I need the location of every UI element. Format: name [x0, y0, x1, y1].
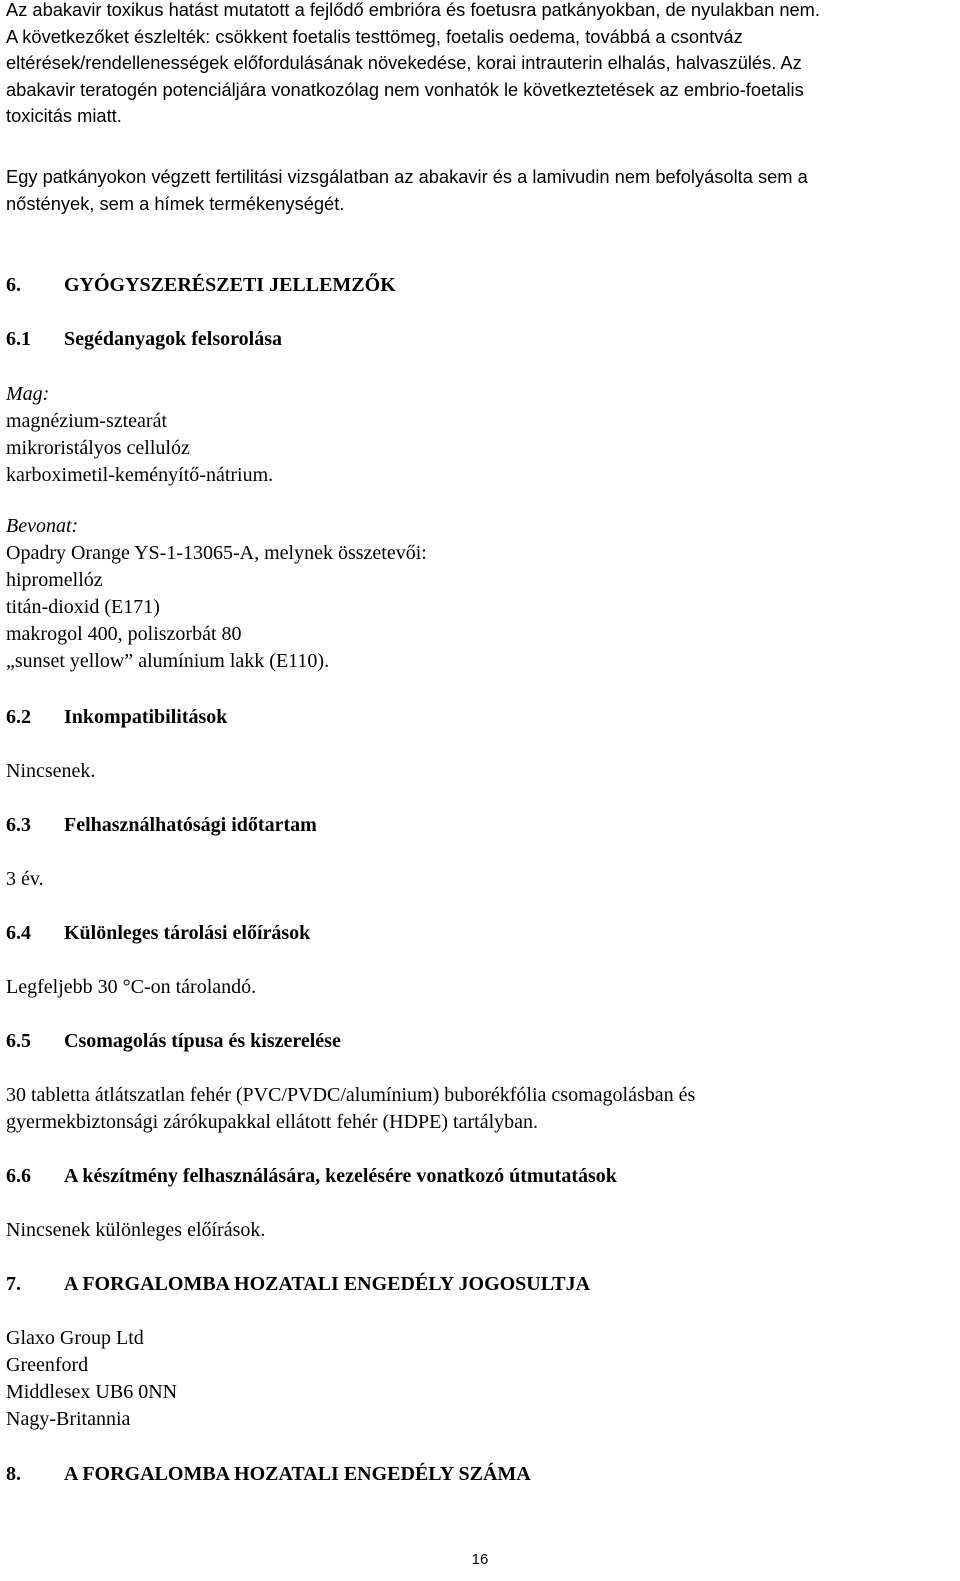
core-label: Mag: [6, 383, 50, 405]
section-number: 6.2 [6, 706, 31, 728]
section-6-6-text: Nincsenek különleges előírások. [6, 1219, 266, 1241]
section-6-5-text [6, 1082, 695, 1136]
section-number: 8. [6, 1463, 21, 1485]
excipient-item: „sunset yellow” alumínium lakk (E110). [6, 650, 330, 672]
paragraph-line: 30 tabletta átlátszatlan fehér (PVC/PVDC/alumínium) buborékfólia csomagolásban és [6, 1084, 696, 1106]
paragraph-line: abakavir teratogén potenciáljára vonatkozólag nem vonhatók le következtetések az embrio-foetalis [6, 78, 804, 100]
section-7-heading [6, 1271, 590, 1298]
section-title: GYÓGYSZERÉSZETI JELLEMZŐK [64, 274, 396, 296]
section-number: 6.5 [6, 1030, 31, 1052]
section-title: Csomagolás típusa és kiszerelése [64, 1030, 341, 1052]
section-6-3-heading [6, 812, 317, 839]
paragraph-line: A következőket észlelték: csökkent foetalis testtömeg, foetalis oedema, továbbá a csontváz [6, 25, 743, 47]
section-6-1-heading [6, 326, 282, 353]
paragraph-line: Egy patkányokon végzett fertilitási vizsgálatban az abakavir és a lamivudin nem befolyásolta sem a [6, 166, 808, 187]
section-title: Inkompatibilitások [64, 706, 228, 728]
section-6-4-heading [6, 920, 310, 947]
core-excipients [6, 381, 273, 489]
paragraph-line: gyermekbiztonsági zárókupakkal ellátott fehér (HDPE) tartályban. [6, 1111, 539, 1133]
section-6-heading [6, 272, 396, 299]
section-6-2-heading [6, 704, 227, 731]
intro-paragraph [6, 0, 820, 130]
section-6-2-text: Nincsenek. [6, 760, 96, 782]
section-6-6-heading [6, 1163, 617, 1190]
address-line: Glaxo Group Ltd [6, 1327, 144, 1349]
section-6-4-text: Legfeljebb 30 °C-on tárolandó. [6, 976, 257, 998]
excipient-item: hipromellóz [6, 569, 103, 591]
section-number: 6.4 [6, 922, 31, 944]
page-number: 16 [471, 1551, 489, 1568]
section-title: Különleges tárolási előírások [64, 922, 311, 944]
coating-label: Bevonat: [6, 515, 79, 537]
excipient-item: Opadry Orange YS-1-13065-A, melynek összetevői: [6, 542, 427, 564]
section-title: Felhasználhatósági időtartam [64, 814, 317, 836]
section-title: A FORGALOMBA HOZATALI ENGEDÉLY JOGOSULTJA [64, 1273, 591, 1295]
coating-excipients [6, 513, 427, 675]
excipient-item: magnézium-sztearát [6, 410, 168, 432]
excipient-item: makrogol 400, poliszorbát 80 [6, 623, 242, 645]
section-number: 6.6 [6, 1165, 31, 1187]
excipient-item: mikroristályos cellulóz [6, 437, 190, 459]
address-line: Greenford [6, 1354, 89, 1376]
section-title: Segédanyagok felsorolása [64, 328, 282, 350]
address-line: Nagy-Britannia [6, 1408, 131, 1430]
excipient-item: karboximetil-keményítő-nátrium. [6, 464, 274, 486]
address-line: Middlesex UB6 0NN [6, 1381, 178, 1403]
paragraph-line: Az abakavir toxikus hatást mutatott a fejlődő embrióra és foetusra patkányokban, de nyulakban nem. [6, 0, 820, 20]
section-number: 6.1 [6, 328, 31, 350]
paragraph-line: nőstények, sem a hímek termékenységét. [6, 192, 345, 214]
section-number: 7. [6, 1273, 21, 1295]
fertility-paragraph [6, 164, 808, 217]
section-number: 6. [6, 274, 21, 296]
section-8-heading [6, 1461, 531, 1488]
section-6-5-heading [6, 1028, 341, 1055]
excipient-item: titán-dioxid (E171) [6, 596, 160, 618]
section-6-3-text: 3 év. [6, 868, 44, 890]
section-title: A készítmény felhasználására, kezelésére vonatkozó útmutatások [64, 1165, 617, 1187]
paragraph-line: eltérések/rendellenességek előfordulásának növekedése, korai intrauterin elhalás, halvaszülés. Az [6, 52, 802, 73]
section-title: A FORGALOMBA HOZATALI ENGEDÉLY SZÁMA [64, 1463, 531, 1485]
section-number: 6.3 [6, 814, 31, 836]
paragraph-line: toxicitás miatt. [6, 105, 122, 126]
holder-address [6, 1325, 177, 1433]
